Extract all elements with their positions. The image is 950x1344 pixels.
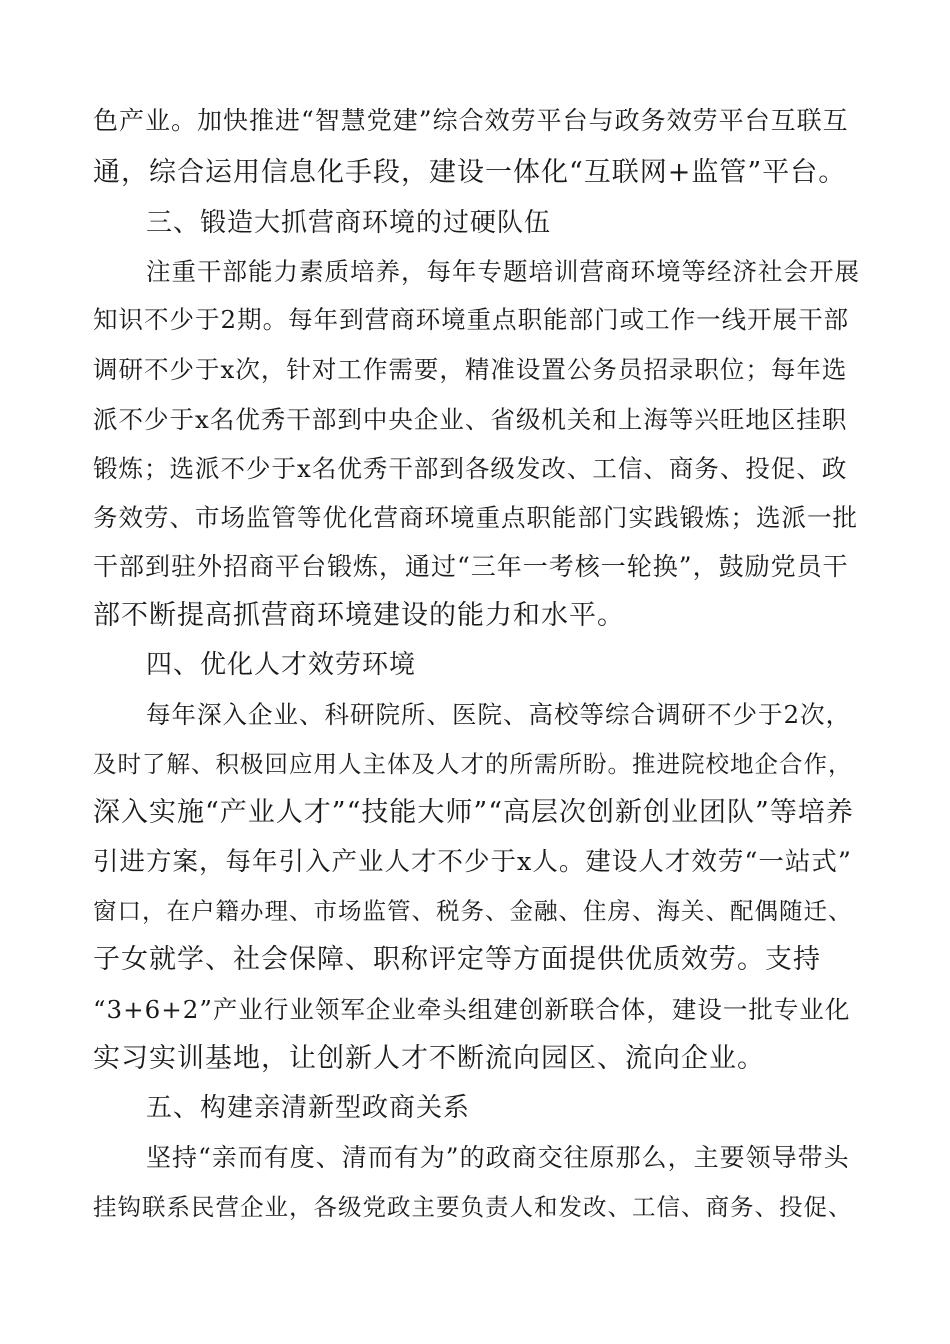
paragraph-line: “3+6+2”产业行业领军企业牵头组建创新联合体，建设一批专业化	[93, 995, 851, 1024]
paragraph-line: 调研不少于x次，针对工作需要，精准设置公务员招录职位；每年选	[93, 355, 848, 384]
paragraph-line: 及时了解、积极回应用人主体及人才的所需所盼。推进院校地企合作，	[93, 750, 853, 778]
paragraph-line: 色产业。加快推进“智慧党建”综合效劳平台与政务效劳平台互联互	[93, 106, 849, 135]
paragraph-line: 实习实训基地，让创新人才不断流向园区、流向企业。	[93, 1043, 765, 1074]
paragraph-line: 通，综合运用信息化手段，建设一体化“互联网+监管”平台。	[93, 157, 847, 188]
section-heading: 四、优化人才效劳环境	[146, 650, 417, 680]
paragraph-line: 派不少于x名优秀干部到中央企业、省级机关和上海等兴旺地区挂职	[93, 405, 848, 434]
paragraph-line: 务效劳、市场监管等优化营商环境重点职能部门实践锻炼；选派一批	[93, 503, 858, 532]
paragraph-line: 知识不少于2期。每年到营商环境重点职能部门或工作一线开展干部	[93, 305, 850, 334]
section-heading: 五、构建亲清新型政商关系	[146, 1093, 471, 1123]
paragraph-line: 深入实施“产业人才”“技能大师”“高层次创新创业团队”等培养	[93, 797, 854, 828]
paragraph-line: 坚持“亲而有度、清而有为”的政商交往原那么，主要领导带头	[146, 1143, 850, 1172]
paragraph-line: 干部到驻外招商平台锻炼，通过“三年一考核一轮换”，鼓励党员干	[93, 552, 849, 581]
paragraph-line: 子女就学、社会保障、职称评定等方面提供优质效劳。支持	[93, 944, 821, 975]
paragraph-line: 引进方案，每年引入产业人才不少于x人。建设人才效劳“一站式”	[93, 847, 852, 877]
section-heading: 三、锻造大抓营商环境的过硬队伍	[146, 208, 552, 238]
paragraph-line: 注重干部能力素质培养，每年专题培训营商环境等经济社会开展	[146, 257, 860, 286]
paragraph-line: 挂钩联系民营企业，各级党政主要负责人和发改、工信、商务、投促、	[93, 1193, 853, 1221]
paragraph-line: 部不断提高抓营商环境建设的能力和水平。	[93, 600, 625, 631]
paragraph-line: 锻炼；选派不少于x名优秀干部到各级发改、工信、商务、投促、政	[93, 454, 848, 483]
paragraph-line: 每年深入企业、科研院所、医院、高校等综合调研不少于2次，	[146, 700, 852, 729]
paragraph-line: 窗口，在户籍办理、市场监管、税务、金融、住房、海关、配偶随迁、	[93, 897, 853, 925]
